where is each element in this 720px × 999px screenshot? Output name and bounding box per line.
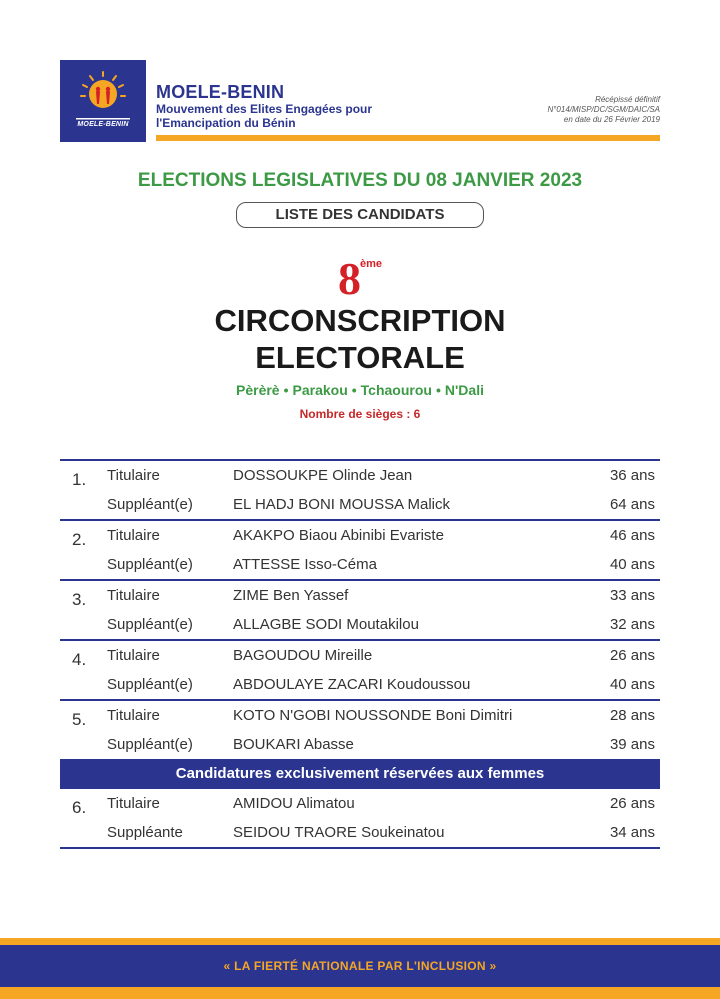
candidate-age: 28 ans — [609, 707, 655, 724]
receipt-line2: N°014/MISP/DC/SGM/DAIC/SA — [547, 105, 660, 114]
table-row — [60, 701, 660, 730]
candidate-age: 64 ans — [609, 496, 655, 513]
candidate-name: KOTO N'GOBI NOUSSONDE Boni Dimitri — [233, 707, 513, 724]
header-divider — [156, 135, 660, 141]
candidate-age: 46 ans — [609, 527, 655, 544]
list-label: LISTE DES CANDIDATS — [236, 202, 484, 228]
table-row — [60, 490, 660, 519]
candidate-age: 39 ans — [609, 736, 655, 753]
candidate-group — [60, 581, 660, 639]
candidate-age: 26 ans — [609, 647, 655, 664]
candidate-name: AMIDOU Alimatou — [233, 795, 355, 812]
candidate-number: 6. — [72, 798, 87, 817]
table-row — [60, 581, 660, 610]
candidates-table — [60, 459, 660, 849]
candidate-role: Suppléant(e) — [107, 496, 193, 513]
candidate-role: Titulaire — [107, 467, 160, 484]
candidate-age: 26 ans — [609, 795, 655, 812]
candidate-age: 32 ans — [609, 616, 655, 633]
party-logo — [60, 60, 146, 142]
candidate-group — [60, 461, 660, 519]
sun-emblem-icon — [60, 60, 146, 142]
org-subtitle-line1: Mouvement des Elites Engagées pour — [156, 102, 373, 116]
candidate-role: Titulaire — [107, 647, 160, 664]
circonscription-title-line2: ELECTORALE — [255, 340, 465, 375]
candidate-role: Suppléant(e) — [107, 676, 193, 693]
candidate-name: ALLAGBE SODI Moutakilou — [233, 616, 419, 633]
table-row — [60, 789, 660, 818]
table-row — [60, 550, 660, 579]
seats-count: Nombre de sièges : 6 — [299, 407, 421, 421]
candidate-name: BOUKARI Abasse — [233, 736, 354, 753]
candidate-age: 33 ans — [609, 587, 655, 604]
row-separator — [60, 847, 660, 849]
candidate-role: Suppléant(e) — [107, 556, 193, 573]
circonscription-rank — [0, 252, 720, 305]
candidate-role: Titulaire — [107, 707, 160, 724]
women-reserved-banner: Candidatures exclusivement réservées aux femmes — [60, 759, 660, 789]
candidate-role: Suppléant(e) — [107, 736, 193, 753]
commune: Parakou — [292, 382, 348, 398]
candidate-role: Suppléant(e) — [107, 616, 193, 633]
candidate-group — [60, 701, 660, 759]
commune: Pèrèrè — [236, 382, 280, 398]
candidate-group — [60, 641, 660, 699]
table-row — [60, 461, 660, 490]
candidate-number: 5. — [72, 710, 87, 729]
logo-wordmark: MOELE-BENIN — [77, 121, 129, 128]
candidate-name: BAGOUDOU Mireille — [233, 647, 373, 664]
candidate-number: 4. — [72, 650, 87, 669]
table-row — [60, 610, 660, 639]
receipt-info — [547, 95, 660, 125]
org-subtitle-line2: l'Emancipation du Bénin — [156, 116, 296, 130]
rank-number: 8 — [337, 253, 360, 304]
candidate-role: Suppléante — [107, 824, 183, 841]
candidate-age: 34 ans — [609, 824, 655, 841]
candidate-number: 2. — [72, 530, 87, 549]
circonscription-title-line1: CIRCONSCRIPTION — [214, 303, 506, 338]
candidate-name: ATTESSE Isso-Céma — [233, 556, 377, 573]
candidate-name: EL HADJ BONI MOUSSA Malick — [233, 496, 450, 513]
candidate-name: ZIME Ben Yassef — [233, 587, 349, 604]
candidate-role: Titulaire — [107, 527, 160, 544]
candidate-group — [60, 521, 660, 579]
table-row — [60, 670, 660, 699]
rank-suffix: ème — [359, 258, 383, 270]
commune: Tchaourou — [360, 382, 432, 398]
candidate-name: SEIDOU TRAORE Soukeinatou — [233, 824, 445, 841]
candidate-age: 40 ans — [609, 556, 655, 573]
table-row — [60, 641, 660, 670]
candidate-group — [60, 789, 660, 847]
candidate-name: DOSSOUKPE Olinde Jean — [233, 467, 413, 484]
org-name: MOELE-BENIN — [156, 82, 285, 102]
table-row — [60, 521, 660, 550]
candidate-role: Titulaire — [107, 795, 160, 812]
candidate-role: Titulaire — [107, 587, 160, 604]
footer-slogan: « LA FIERTÉ NATIONALE PAR L'INCLUSION » — [223, 959, 497, 973]
elections-title: ELECTIONS LEGISLATIVES DU 08 JANVIER 2023 — [137, 170, 583, 191]
candidate-name: AKAKPO Biaou Abinibi Evariste — [233, 527, 444, 544]
commune: N'Dali — [444, 382, 484, 398]
candidate-number: 1. — [72, 470, 87, 489]
candidate-name: ABDOULAYE ZACARI Koudoussou — [233, 676, 471, 693]
receipt-line1: Récépissé définitif — [595, 95, 660, 104]
receipt-line3: en date du 26 Février 2019 — [563, 115, 660, 124]
candidate-number: 3. — [72, 590, 87, 609]
table-row — [60, 818, 660, 847]
table-row — [60, 730, 660, 759]
communes-list: Pèrèrè • Parakou • Tchaourou • N'Dali — [236, 382, 484, 398]
candidate-age: 40 ans — [609, 676, 655, 693]
candidate-age: 36 ans — [609, 467, 655, 484]
